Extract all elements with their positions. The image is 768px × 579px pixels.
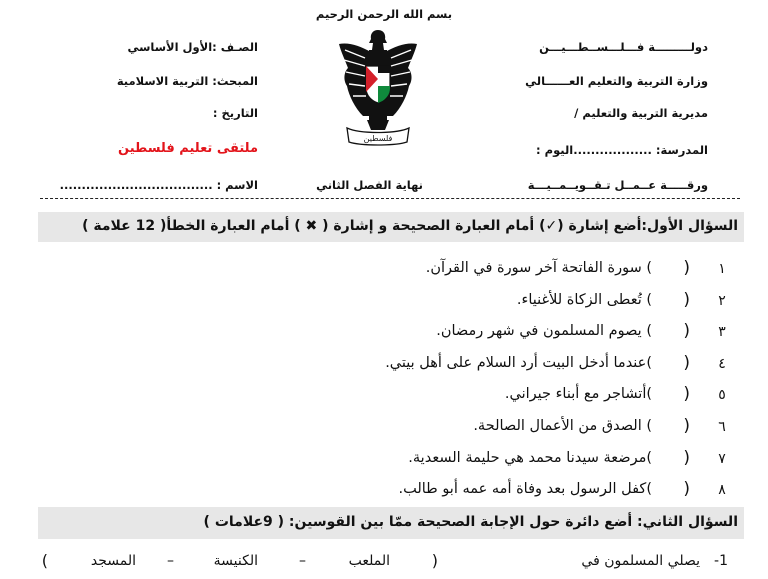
palestine-eagle-emblem xyxy=(335,24,421,152)
header-separator xyxy=(40,198,740,199)
answer-bracket-open[interactable]: ( xyxy=(683,416,690,436)
question2-item-number: 1- xyxy=(714,553,728,569)
question2-header xyxy=(38,507,744,539)
grade-label: الصـف :الأول الأساسي xyxy=(127,40,258,54)
date-label: التاريخ : xyxy=(212,106,258,120)
school-day-line: المدرسة: ..................اليوم : xyxy=(536,143,708,157)
forum-name: ملتقى تعليم فلسطين xyxy=(118,141,258,156)
question1-item xyxy=(0,257,768,285)
item-number: ٨ xyxy=(718,482,726,499)
basmala: بسم الله الرحمن الرحيم xyxy=(315,7,453,21)
answer-bracket-open[interactable]: ( xyxy=(683,479,690,500)
question2-close-paren: ) xyxy=(41,551,48,570)
item-number: ٥ xyxy=(718,387,726,404)
question1-item xyxy=(0,352,768,380)
question1-item xyxy=(0,478,768,506)
item-statement: )أتشاجر مع أبناء جيراني. xyxy=(504,386,652,403)
item-statement: )كفل الرسول بعد وفاة أمه عمه أبو طالب. xyxy=(398,481,652,498)
answer-bracket-open[interactable]: ( xyxy=(683,384,690,405)
directorate-label: مديرية التربية والتعليم / xyxy=(574,106,708,120)
question1-item xyxy=(0,447,768,475)
item-statement: ) يصوم المسلمون في شهر رمضان. xyxy=(436,323,652,340)
item-number: ٤ xyxy=(718,355,726,372)
question2-row xyxy=(0,553,768,577)
item-number: ٧ xyxy=(718,450,726,467)
item-statement: ) الصدق من الأعمال الصالحة. xyxy=(473,418,652,434)
emblem-banner-text: فلسطين xyxy=(363,134,393,143)
ministry-name: وزارة التربية والتعليم العــــــالي xyxy=(525,74,708,88)
question2-item-prompt: يصلي المسلمون في xyxy=(581,553,700,569)
item-statement: )عندما أدخل البيت أرد السلام على أهل بيتي. xyxy=(385,354,652,371)
choice-stadium[interactable]: الملعب xyxy=(348,553,390,569)
question1-item xyxy=(0,320,768,348)
subject-label: المبحث: التربية الاسلامية xyxy=(116,74,258,88)
question1-header xyxy=(38,212,744,242)
answer-bracket-open[interactable]: ( xyxy=(683,352,690,373)
item-number: ٣ xyxy=(718,324,726,341)
question1-item xyxy=(0,289,768,317)
question1-item xyxy=(0,415,768,443)
item-number: ٢ xyxy=(718,292,726,309)
answer-bracket-open[interactable]: ( xyxy=(683,258,690,278)
question1-item xyxy=(0,383,768,411)
term-label: نهاية الفصل الثاني xyxy=(316,178,423,192)
item-statement: )مرضعة سيدنا محمد هي حليمة السعدية. xyxy=(408,449,652,466)
item-number: ١ xyxy=(718,261,726,277)
question2-open-paren: ( xyxy=(431,551,438,570)
answer-bracket-open[interactable]: ( xyxy=(683,289,690,310)
item-statement: ) تُعطى الزكاة للأغنياء. xyxy=(516,291,652,308)
choice-church[interactable]: الكنيسة xyxy=(213,553,258,569)
answer-bracket-open[interactable]: ( xyxy=(683,321,690,342)
choice-separator: – xyxy=(299,553,306,569)
item-statement: ) سورة الفاتحة آخر سورة في القرآن. xyxy=(425,260,652,276)
state-name: دولـــــــــة فـــلـــســطـــيـــن xyxy=(539,40,708,54)
choice-separator: – xyxy=(167,553,174,569)
question2-title: السؤال الثاني: أضع دائرة حول الإجابة الصحيحة ممّا بين القوسين: ( 9علامات ) xyxy=(203,514,738,530)
choice-mosque[interactable]: المسجد xyxy=(90,553,136,569)
worksheet-title: ورقـــــة عــمــل تـقــويــمــيـــة xyxy=(527,178,708,192)
question1-title: السؤال الأول:أضع إشارة (✓) أمام العبارة الصحيحة و إشارة ( ✖ ) أمام العبارة الخطأ( 12 علامة ) xyxy=(82,218,738,234)
answer-bracket-open[interactable]: ( xyxy=(683,447,690,468)
item-number: ٦ xyxy=(718,419,726,435)
student-name-line: الاسم : ................................... xyxy=(59,178,258,192)
